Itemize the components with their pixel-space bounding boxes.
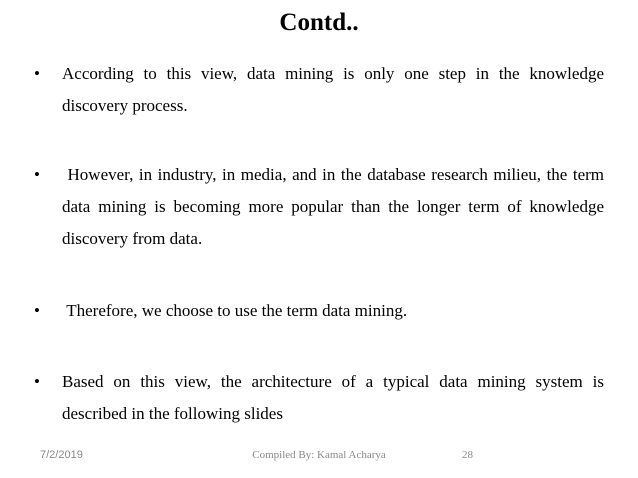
bullet-text: However, in industry, in media, and in the database research milieu, the term data mining is becoming more popular than the longer term of knowledge discovery from data. [62, 165, 609, 248]
bullet-text: Therefore, we choose to use the term data mining. [62, 301, 408, 320]
bullet-text: Based on this view, the architecture of a typical data mining system is described in the following slides [62, 372, 604, 423]
bullet-item [34, 159, 609, 255]
bullet-marker: • [34, 301, 40, 320]
bullet-item [34, 295, 604, 327]
slide-title: Contd.. [279, 9, 359, 36]
bullet-item [34, 58, 604, 122]
bullet-marker: • [34, 165, 40, 184]
footer-author: Compiled By: Kamal Acharya [252, 449, 386, 461]
footer-date: 7/2/2019 [40, 449, 83, 461]
bullet-marker: • [34, 372, 40, 391]
footer-page-number: 28 [462, 449, 473, 461]
bullet-item [34, 366, 604, 430]
bullet-marker: • [34, 64, 40, 83]
bullet-text: According to this view, data mining is only one step in the knowledge discovery process. [62, 64, 604, 115]
